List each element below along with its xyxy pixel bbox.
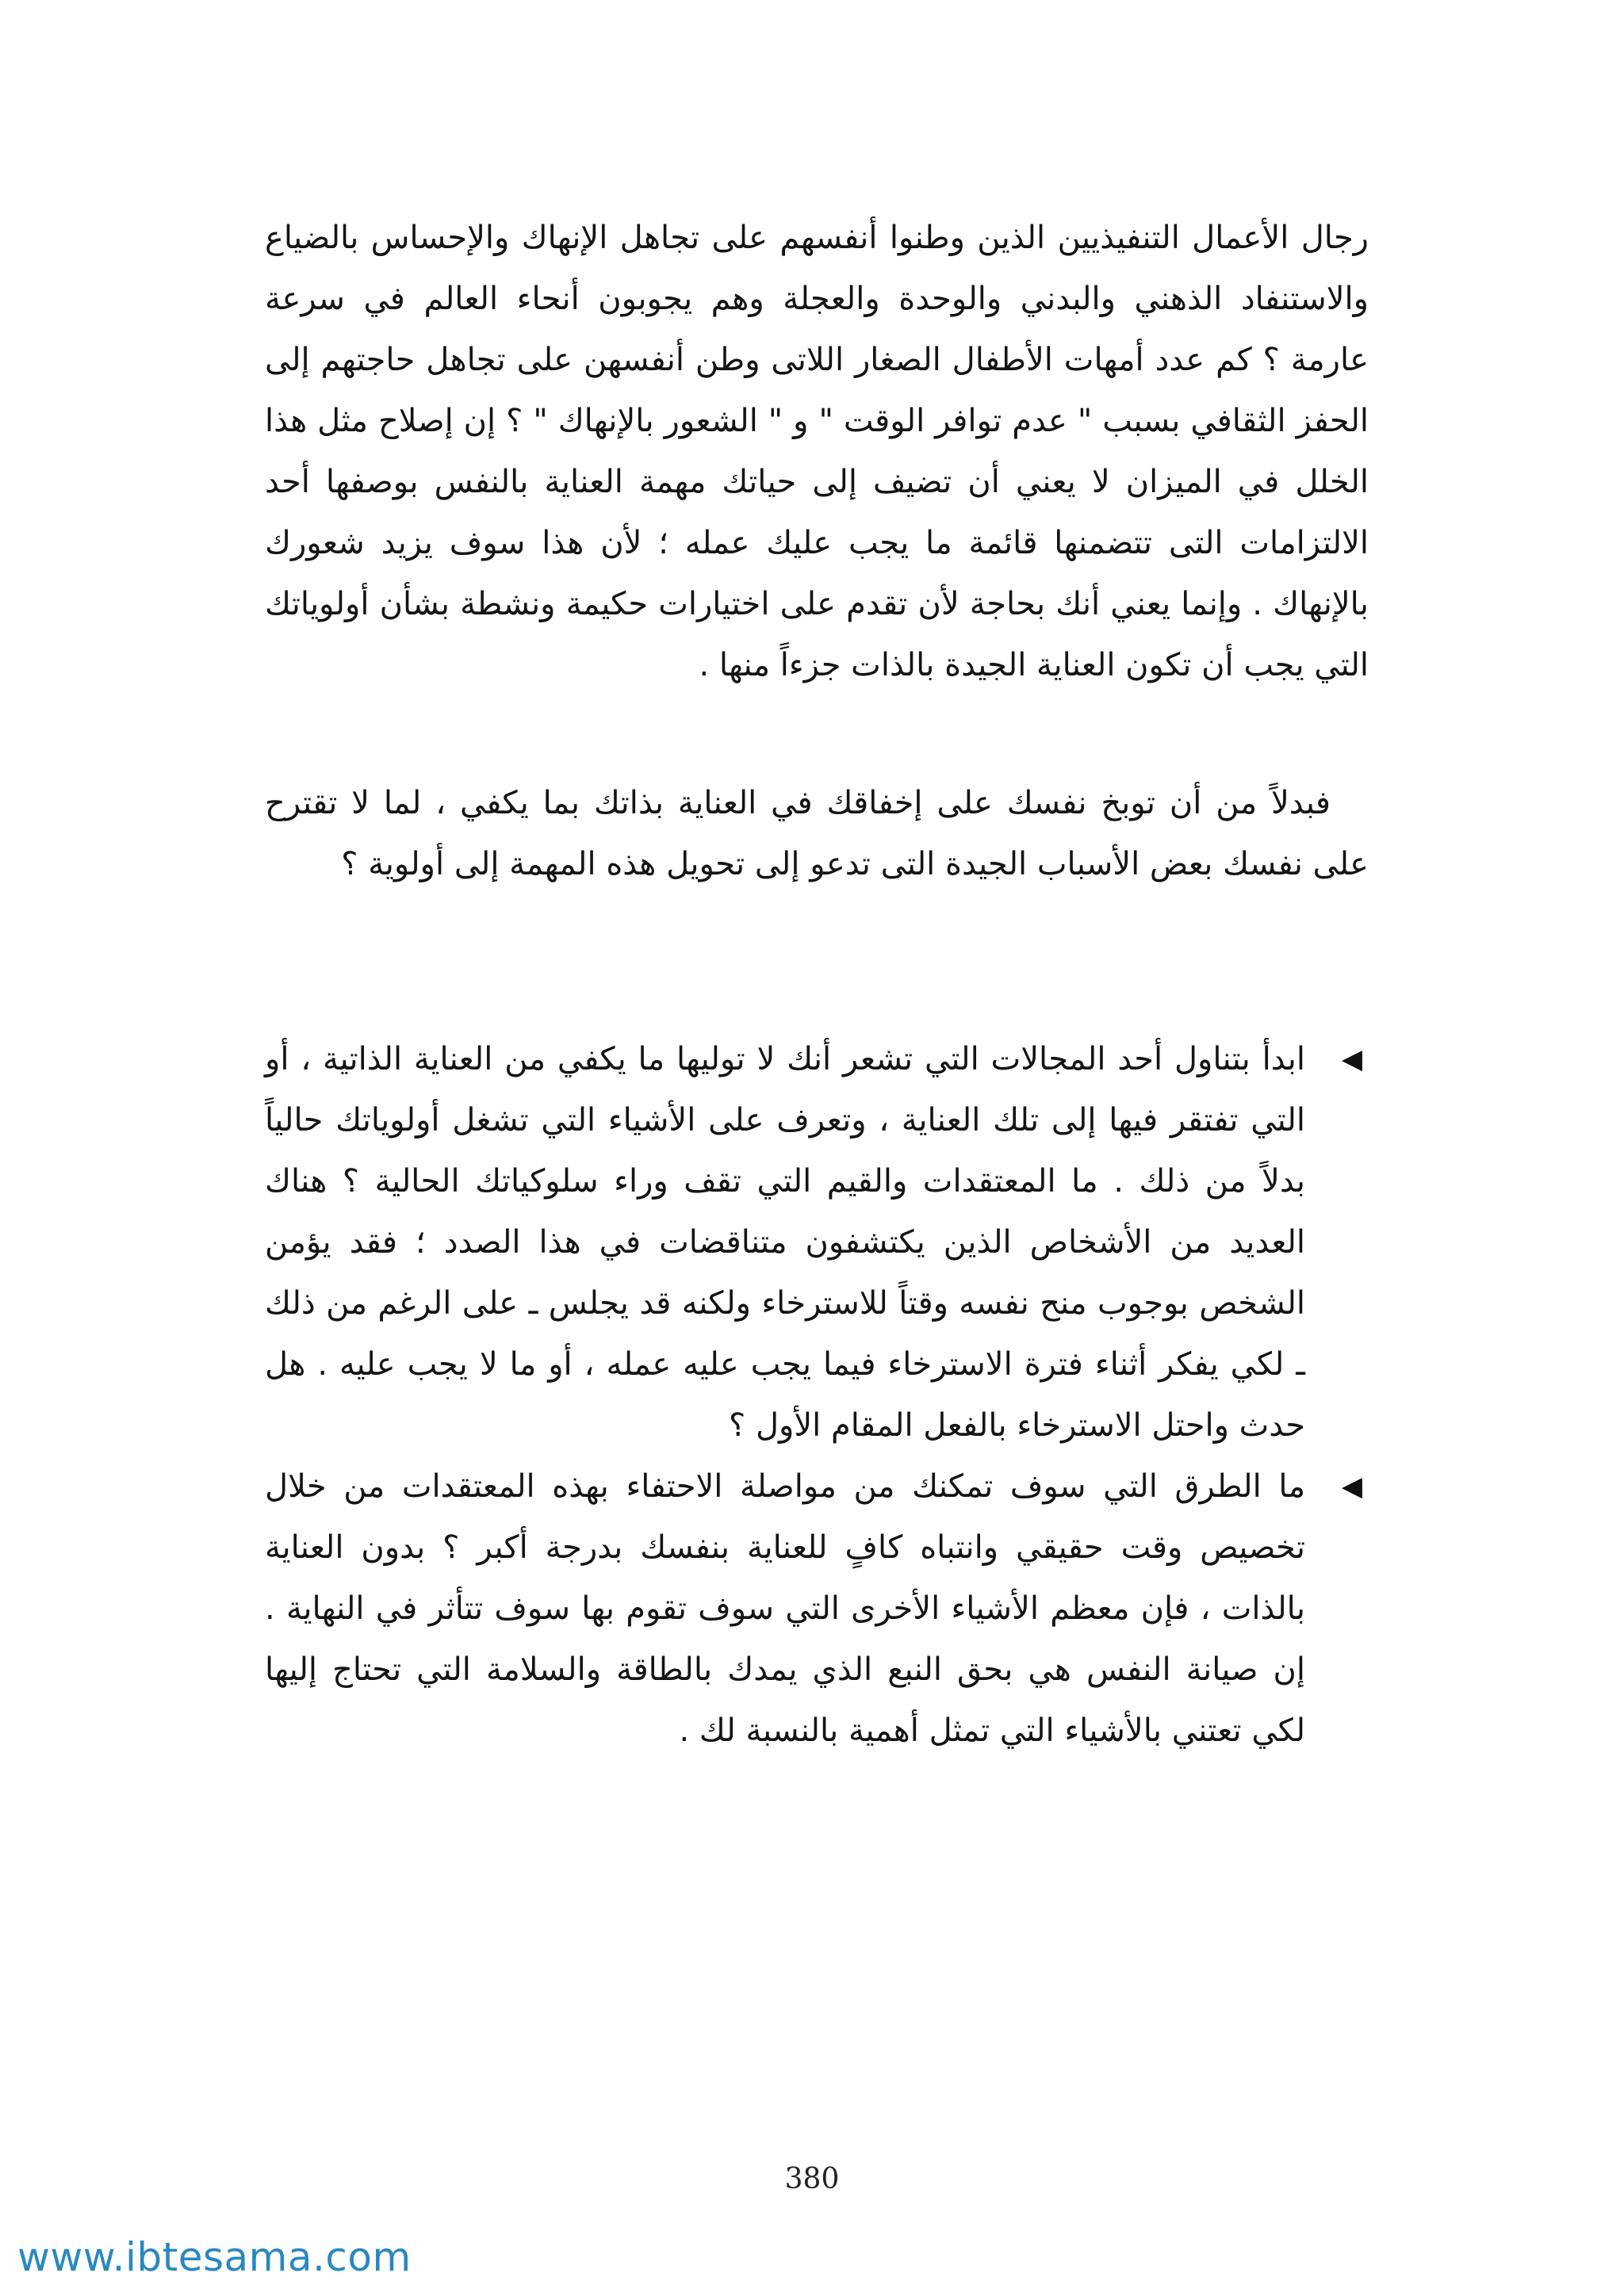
site-watermark: www.ibtesama.com: [17, 2234, 412, 2280]
bullet-list: [265, 1029, 1369, 1762]
page-number: 380: [784, 2163, 840, 2195]
bullet-item-1-text: ابدأ بتناول أحد المجالات التي تشعر أنك لا توليها ما يكفي من العناية الذاتية ، أو التي تفتقر فيها إلى تلك العناية ، وتعرف على الأشياء التي تشغل أولوياتك حالياً بدلاً من ذلك . ما المعتقدات والقيم التي تقف وراء سلوكياتك الحالية ؟ هناك العديد من الأشخاص الذين يكتشفون متناقضات في هذا الصدد ؛ فقد يؤمن الشخص بوجوب منح نفسه وقتاً للاسترخاء ولكنه قد يجلس ـ على الرغم من ذلك ـ لكي يفكر أثناء فترة الاسترخاء فيما يجب عليه عمله ، أو ما لا يجب عليه . هل حدث واحتل الاسترخاء بالفعل المقام الأول ؟: [265, 1041, 1305, 1444]
bullet-item-1: [265, 1029, 1369, 1456]
bullet-item-2-text: ما الطرق التي سوف تمكنك من مواصلة الاحتفاء بهذه المعتقدات من خلال تخصيص وقت حقيقي وانتباه كافٍ للعناية بنفسك بدرجة أكبر ؟ بدون العناية بالذات ، فإن معظم الأشياء الأخرى التي سوف تقوم بها سوف تتأثر في النهاية . إن صيانة النفس هي بحق النبع الذي يمدك بالطاقة والسلامة التي تحتاج إليها لكي تعتني بالأشياء التي تمثل أهمية بالنسبة لك .: [265, 1468, 1305, 1749]
triangle-bullet-icon: ◀: [1341, 1471, 1362, 1502]
bullet-item-2: [265, 1456, 1369, 1762]
triangle-bullet-icon: ◀: [1341, 1043, 1362, 1075]
body-paragraph-1: رجال الأعمال التنفيذيين الذين وطنوا أنفسهم على تجاهل الإنهاك والإحساس بالضياع والاستنفاد الذهني والبدني والوحدة والعجلة وهم يجوبون أنحاء العالم في سرعة عارمة ؟ كم عدد أمهات الأطفال الصغار اللاتى وطن أنفسهن على تجاهل حاجتهم إلى الحفز الثقافي بسبب " عدم توافر الوقت " و " الشعور بالإنهاك " ؟ إن إصلاح مثل هذا الخلل في الميزان لا يعني أن تضيف إلى حياتك مهمة العناية بالنفس بوصفها أحد الالتزامات التى تتضمنها قائمة ما يجب عليك عمله ؛ لأن هذا سوف يزيد شعورك بالإنهاك . وإنما يعني أنك بحاجة لأن تقدم على اختيارات حكيمة ونشطة بشأن أولوياتك التي يجب أن تكون العناية الجيدة بالذات جزءاً منها .: [265, 220, 1369, 683]
body-paragraph-2: فبدلاً من أن توبخ نفسك على إخفاقك في العناية بذاتك بما يكفي ، لما لا تقترح على نفسك بعض الأسباب الجيدة التى تدعو إلى تحويل هذه المهمة إلى أولوية ؟: [265, 785, 1369, 882]
